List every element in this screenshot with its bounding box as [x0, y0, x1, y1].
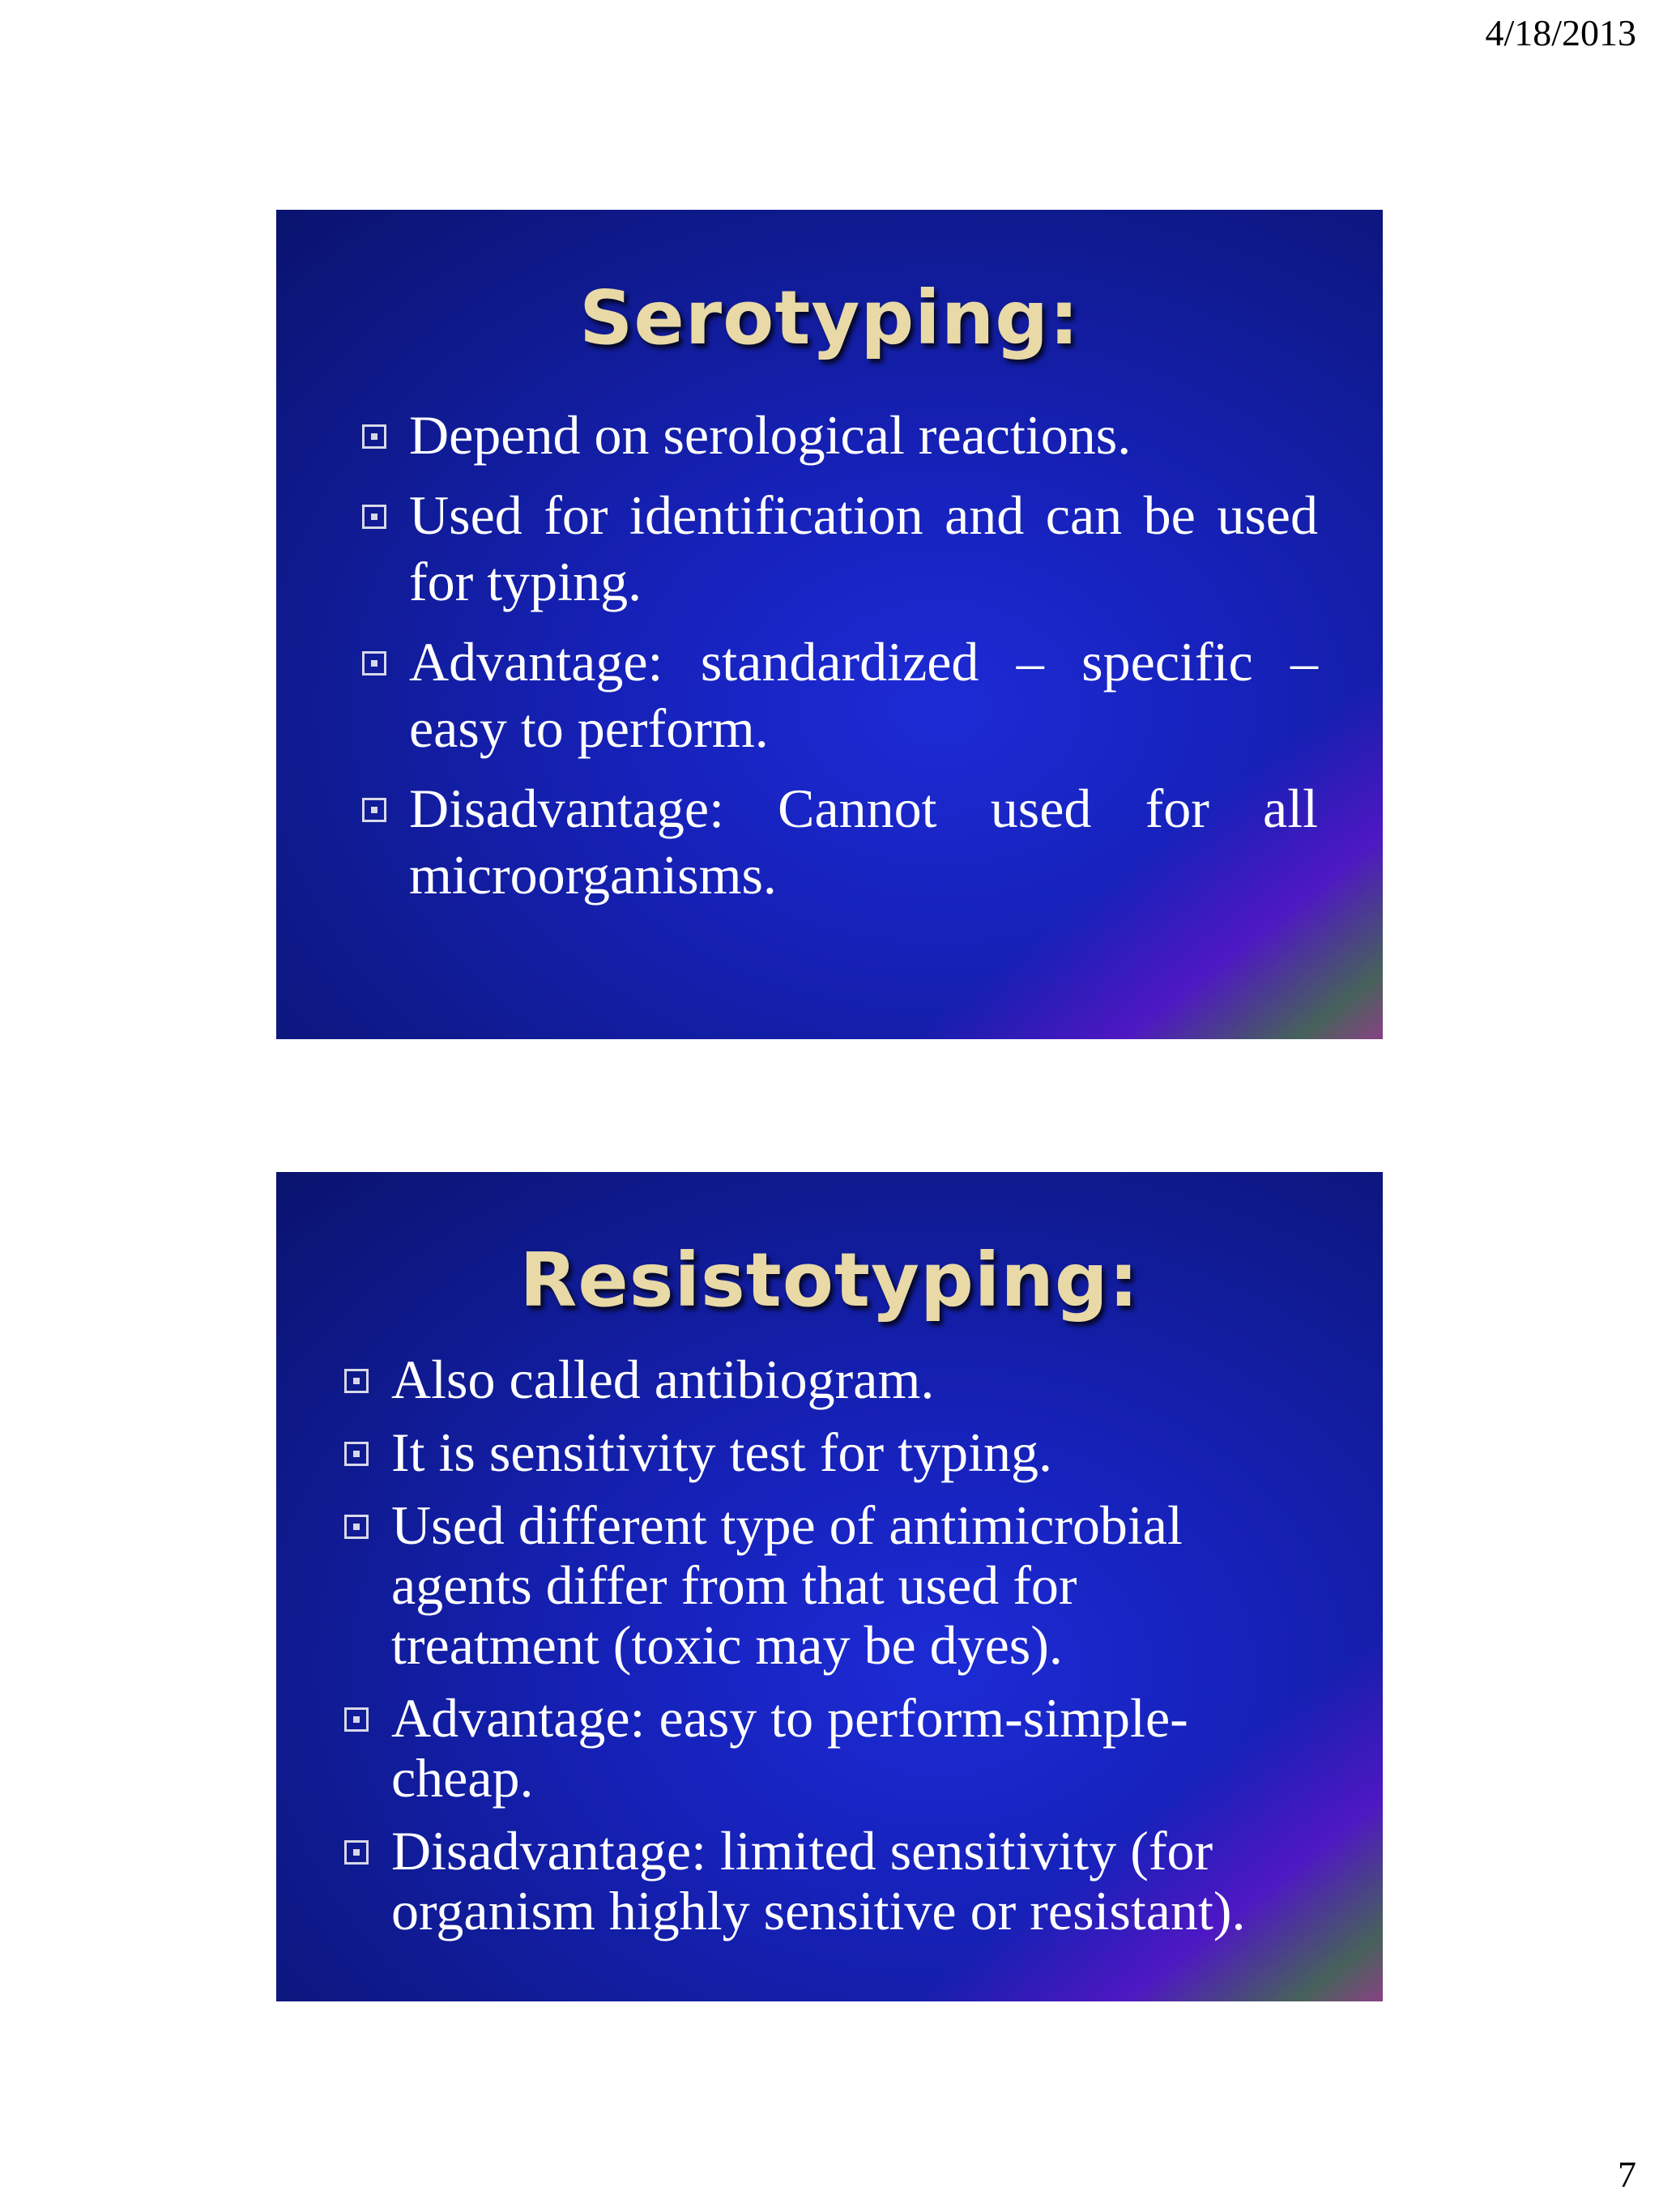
slide-serotyping: [276, 210, 1383, 1039]
bullet-text: Advantage: easy to perform-simple-cheap.: [391, 1687, 1188, 1809]
square-bullet-icon: [362, 651, 386, 676]
bullet-text: Depend on serological reactions.: [409, 404, 1132, 466]
bullet-text: Disadvantage: Cannot used for all microorganisms.: [409, 778, 1318, 906]
bullet-item: [391, 1688, 1286, 1808]
square-bullet-icon: [344, 1707, 369, 1732]
page-number: 7: [1618, 2154, 1636, 2195]
square-bullet-icon: [362, 798, 386, 822]
square-bullet-icon: [362, 424, 386, 449]
square-bullet-icon: [344, 1369, 369, 1393]
square-bullet-icon: [344, 1442, 369, 1466]
bullet-text: Advantage: standardized – specific – easy to perform.: [409, 631, 1318, 759]
slide-title: Serotyping:: [579, 275, 1080, 361]
bullet-item: [391, 1422, 1286, 1482]
bullet-list: [276, 1349, 1383, 1941]
bullet-text: Disadvantage: limited sensitivity (for organism highly sensitive or resistant).: [391, 1820, 1246, 1941]
square-bullet-icon: [362, 505, 386, 529]
bullet-text: It is sensitivity test for typing.: [391, 1421, 1052, 1483]
bullet-item: [409, 629, 1318, 761]
bullet-item: [391, 1349, 1286, 1409]
bullet-item: [409, 402, 1318, 468]
slide-title: Resistotyping:: [519, 1237, 1140, 1323]
slide-resistotyping: [276, 1172, 1383, 2001]
bullet-item: [409, 775, 1318, 908]
bullet-item: [391, 1495, 1286, 1675]
square-bullet-icon: [344, 1515, 369, 1539]
bullet-text: Used for identification and can be used for typing.: [409, 484, 1318, 612]
page-date: 4/18/2013: [1485, 12, 1636, 53]
bullet-list: [276, 402, 1383, 908]
square-bullet-icon: [344, 1840, 369, 1865]
bullet-item: [409, 482, 1318, 615]
bullet-item: [391, 1821, 1286, 1941]
bullet-text: Used different type of antimicrobial agents differ from that used for treatment (toxic may be dyes).: [391, 1494, 1183, 1676]
bullet-text: Also called antibiogram.: [391, 1349, 935, 1410]
